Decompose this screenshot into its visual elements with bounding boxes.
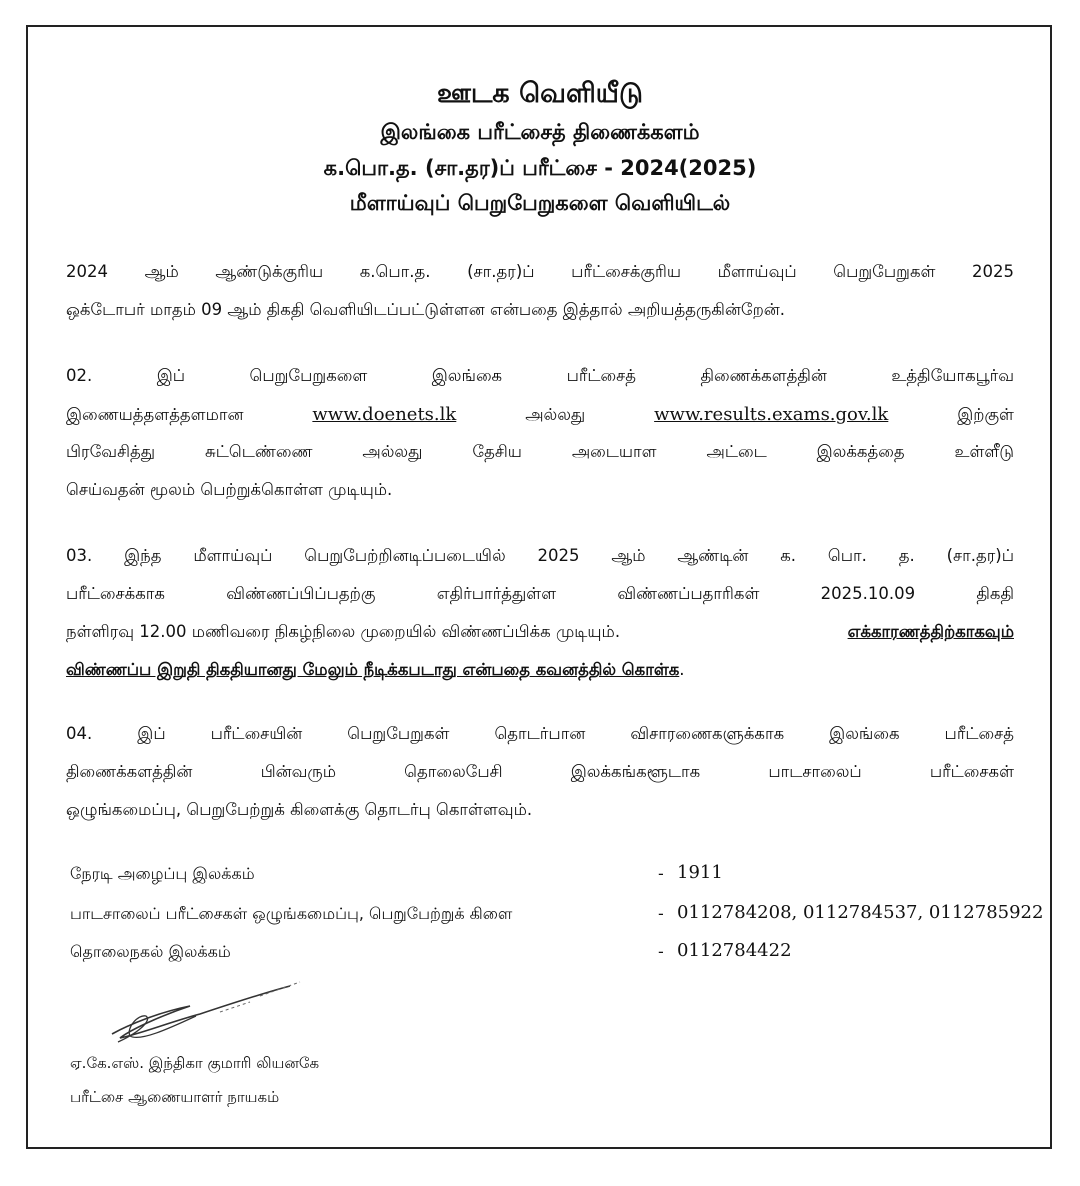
contact-value: 0112784208, 0112784537, 0112785922 <box>677 902 1044 923</box>
paragraph-2 <box>66 366 1014 516</box>
paragraph-2-line-4: செய்வதன் மூலம் பெற்றுக்கொள்ள முடியும். <box>66 480 393 499</box>
paragraph-4-line-3: ஒழுங்கமைப்பு, பெறுபேற்றுக் கிளைக்கு தொடர்பு கொள்ளவும். <box>66 800 533 819</box>
signatory-name: ஏ.கே.எஸ். இந்திகா குமாரி லியனகே <box>70 1054 320 1072</box>
contact-dash: - <box>658 904 664 923</box>
notice-emphasis-2: விண்ணப்ப இறுதி திகதியானது மேலும் நீடிக்கபடாது என்பதை கவனத்தில் கொள்க <box>66 660 680 679</box>
department-name: இலங்கை பரீட்சைத் திணைக்களம் <box>380 120 700 144</box>
paragraph-3-line-2: பரீட்சைக்காக விண்ணப்பிப்பதற்கு எதிர்பார்த்துள்ள விண்ணப்பதாரிகள் 2025.10.09 திகதி <box>66 584 1014 603</box>
contact-value: 1911 <box>677 862 723 883</box>
document-title: ஊடக வெளியீடு <box>436 78 644 109</box>
notice-emphasis-1: எக்காரணத்திற்காகவும் <box>847 622 1014 641</box>
doenets-link[interactable]: www.doenets.lk <box>312 404 457 425</box>
contact-dash: - <box>658 942 664 961</box>
paragraph-2-line-2 <box>66 404 1014 427</box>
paragraph-3-line-3 <box>66 622 1014 644</box>
website-suffix-text: இற்குள் <box>957 405 1014 424</box>
contact-row-fax <box>66 942 1036 970</box>
paragraph-3 <box>66 546 1014 696</box>
contact-label: பாடசாலைப் பரீட்சைகள் ஒழுங்கமைப்பு, பெறுபேற்றுக் கிளை <box>70 904 513 923</box>
contact-dash: - <box>658 864 664 883</box>
contact-row-hotline <box>66 864 1036 892</box>
paragraph-3-line-1: 03. இந்த மீளாய்வுப் பெறுபேற்றினடிப்படையில் 2025 ஆம் ஆண்டின் க. பொ. த. (சா.தர)ப் <box>66 546 1014 565</box>
handwritten-signature <box>100 972 320 1052</box>
release-subject: மீளாய்வுப் பெறுபேறுகளை வெளியிடல் <box>349 191 731 215</box>
website-prefix-text: இணையத்தளத்தளமான <box>66 405 244 424</box>
contact-row-branch <box>66 902 1044 932</box>
contact-label: நேரடி அழைப்பு இலக்கம் <box>70 864 255 883</box>
signatory-title: பரீட்சை ஆணையாளர் நாயகம் <box>70 1088 280 1106</box>
contact-label: தொலைநகல் இலக்கம் <box>70 942 231 961</box>
exam-name: க.பொ.த. (சா.தர)ப் பரீட்சை - 2024(2025) <box>323 156 757 180</box>
contact-value: 0112784422 <box>677 940 792 961</box>
results-exams-link[interactable]: www.results.exams.gov.lk <box>654 404 889 425</box>
paragraph-4 <box>66 724 1014 834</box>
deadline-text: நள்ளிரவு 12.00 மணிவரை நிகழ்நிலை முறையில் விண்ணப்பிக்க முடியும். <box>66 622 621 641</box>
paragraph-1-line-2: ஒக்டோபர் மாதம் 09 ஆம் திகதி வெளியிடப்பட்டுள்ளன என்பதை இத்தால் அறியத்தருகின்றேன். <box>66 300 786 319</box>
paragraph-2-line-3: பிரவேசித்து சுட்டெண்ணை அல்லது தேசிய அடையாள அட்டை இலக்கத்தை உள்ளீடு <box>66 442 1014 461</box>
paragraph-3-line-4 <box>66 660 685 682</box>
notice-period: . <box>679 660 685 679</box>
or-text: அல்லது <box>525 405 586 424</box>
paragraph-2-line-1: 02. இப் பெறுபேறுகளை இலங்கை பரீட்சைத் திணைக்களத்தின் உத்தியோகபூர்வ <box>66 366 1014 385</box>
paragraph-4-line-1: 04. இப் பரீட்சையின் பெறுபேறுகள் தொடர்பான விசாரணைகளுக்காக இலங்கை பரீட்சைத் <box>66 724 1014 743</box>
paragraph-1-line-1: 2024 ஆம் ஆண்டுக்குரிய க.பொ.த. (சா.தர)ப் பரீட்சைக்குரிய மீளாய்வுப் பெறுபேறுகள் 2025 <box>66 262 1014 281</box>
paragraph-1 <box>66 262 1014 332</box>
paragraph-4-line-2: திணைக்களத்தின் பின்வரும் தொலைபேசி இலக்கங்களூடாக பாடசாலைப் பரீட்சைகள் <box>66 762 1014 781</box>
